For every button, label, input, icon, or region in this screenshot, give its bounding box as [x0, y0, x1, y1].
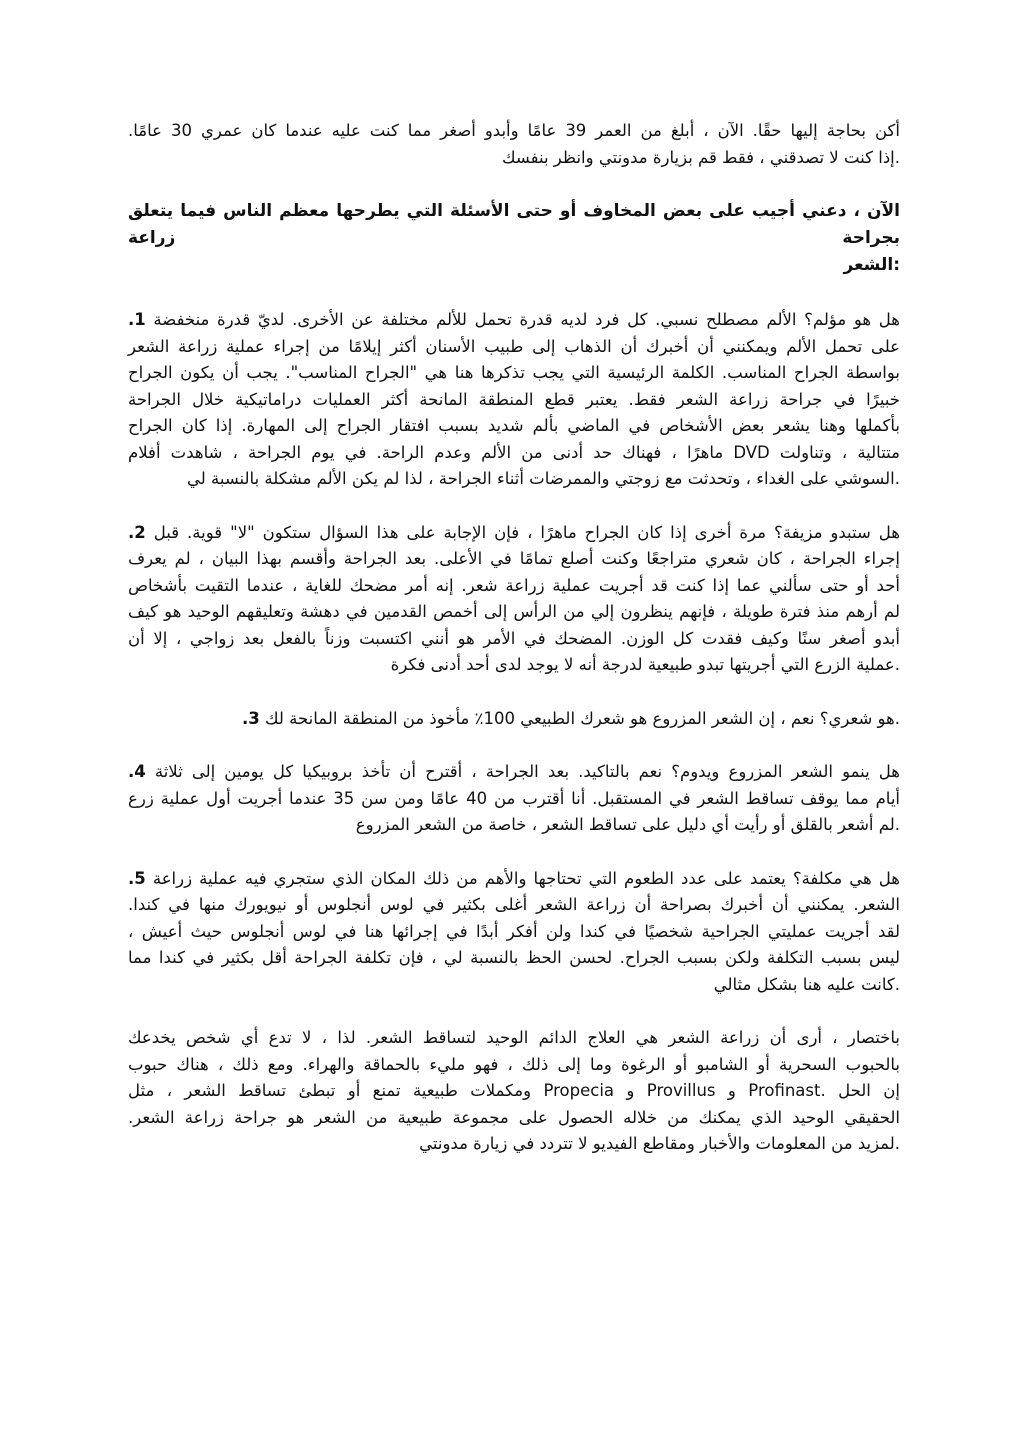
text-line: .عملية الزرع التي أجريتها تبدو طبيعية لدرجة أنه لا يوجد لدى أحد أدنى فكرة [390, 655, 900, 674]
text-line: بأكملها وهنا يشعر بعض الأشخاص في الماضي بألم شديد بسبب افتقار الجراح إلى المهارة. إذا كان الجراح [128, 416, 900, 435]
heading-line: الآن ، دعني أجيب على بعض المخاوف أو حتى الأسئلة التي يطرحها معظم الناس فيما يتعلق بجراحة زراعة [128, 201, 900, 248]
faq-item-2 [128, 520, 900, 679]
faq-item-3 [128, 706, 900, 733]
text-line [128, 520, 900, 547]
text-line: الشعر. يمكنني أن أخبرك بصراحة أن زراعة الشعر أغلى بكثير في لوس أنجلوس أو نيويورك منها في كندا. [128, 895, 900, 914]
text-line: إجراء الجراحة ، كان شعري متراجعًا وكنت أصلع تمامًا في الأعلى. بعد الجراحة وأقسم بهذا البيان ، لم يعرف [128, 549, 900, 568]
text-line: لقد أجريت عمليتي الجراحية شخصيًا في كندا ولن أفكر أبدًا في إجرائها هنا في لوس أنجلوس حيث أعيش ، [128, 921, 900, 941]
item-text: هل هو مؤلم؟ الألم مصطلح نسبي. كل فرد لديه قدرة تحمل للألم مختلفة عن الأخرى. لديّ قدرة منخفضة [153, 310, 900, 329]
section-heading [128, 198, 900, 279]
text-line: أيام مما يوقف تساقط الشعر في المستقبل. أنا أقترب من 40 عامًا ومن سن 35 عندما أجريت أول عملية زرع [128, 788, 900, 808]
item-number: 3. [241, 708, 260, 728]
item-text: هل ينمو الشعر المزروع ويدوم؟ نعم بالتاكيد. بعد الجراحة ، أقترح أن تأخذ بروبيكيا كل يومين إلى ثلاثة [154, 762, 900, 781]
heading-line: :الشعر [843, 255, 900, 275]
text-line: بالحبوب السحرية أو الشامبو أو الرغوة وما إلى ذلك ، فهو مليء بالحماقة والهراء. ومع ذلك ، هناك حبوب [128, 1054, 900, 1074]
item-number: 2. [128, 522, 146, 542]
text-line: .كانت عليه هنا بشكل مثالي [713, 974, 900, 994]
intro-paragraph [128, 118, 900, 171]
text-line [128, 759, 900, 786]
text-line [128, 706, 900, 733]
item-number: 1. [128, 310, 146, 329]
item-number: 4. [128, 762, 146, 781]
document-page [128, 118, 900, 1185]
item-number: 5. [128, 868, 146, 888]
text-line: أحد أو حتى سألني عما إذا كنت قد أجريت عملية زراعة شعر. إنه أمر مضحك للغاية ، عندما التقيت بأشخاص [128, 575, 900, 595]
text-line: .السوشي على الغداء ، وتحدثت مع زوجتي والممرضات أثناء الجراحة ، لذا لم يكن الألم مشكلة بالنسبة لي [186, 469, 900, 488]
text-line: .لم أشعر بالقلق أو رأيت أي دليل على تساقط الشعر ، خاصة من الشعر المزروع [355, 815, 900, 834]
text-line: ليس بسبب التكلفة ولكن بسبب الجراح. لحسن الحظ بالنسبة لي ، فإن تكلفة الجراحة أقل بكثير في كندا مما [128, 948, 900, 967]
text-line: أبدو أصغر سنًا وكيف فقدت كل الوزن. المضحك في الأمر هو أنني اكتسبت وزناً بالفعل بعد زواجي ، إلا أن [128, 628, 900, 648]
text-line: الحقيقي الوحيد الذي يمكنك من خلاله الحصول على مجموعة طبيعية من الشعر هو جراحة زراعة الشعر. [128, 1107, 900, 1127]
text-line: لم أرهم منذ فترة طويلة ، فإنهم ينظرون إلي من الرأس إلى أخمص القدمين في دهشة وتعليقهم الوحيد هو كيف [128, 602, 900, 621]
item-text: هل هي مكلفة؟ يعتمد على عدد الطعوم التي تحتاجها والأهم من ذلك المكان الذي ستجري فيه عملية زراعة [152, 868, 900, 888]
text-line [128, 866, 900, 893]
faq-item-5 [128, 866, 900, 999]
faq-item-1 [128, 307, 900, 493]
item-text: هل ستبدو مزيفة؟ مرة أخرى إذا كان الجراح ماهرًا ، فإن الإجابة على هذا السؤال ستكون "لا" قوية. قبل [153, 522, 900, 542]
text-line: خبيرًا في جراحة زراعة الشعر فقط. يعتبر قطع المنطقة المانحة أكثر العمليات دراماتيكية خلال الجراحة [128, 389, 900, 409]
text-line: بواسطة الجراح المناسب. الكلمة الرئيسية التي يجب تذكرها هنا هي "الجراح المناسب". يجب أن يكون الجراح [128, 363, 900, 382]
text-line: باختصار ، أرى أن زراعة الشعر هي العلاج الدائم الوحيد لتساقط الشعر. لذا ، لا تدع أي شخص يخدعك [128, 1028, 900, 1047]
text-line: أكن بحاجة إليها حقًا. الآن ، أبلغ من العمر 39 عامًا وأبدو أصغر مما كنت عليه عندما كان عمري 30 عامًا. [128, 121, 900, 140]
text-line: متتالية ، وتناولت DVD ماهرًا ، فهناك حد أدنى من الألم وعدم الراحة. في يوم الجراحة ، شاهدت أفلام [128, 442, 901, 462]
item-text: .هو شعري؟ نعم ، إن الشعر المزروع هو شعرك الطبيعي 100٪ مأخوذ من المنطقة المانحة لك [265, 708, 900, 728]
text-line: على تحمل الألم ويمكنني أن أخبرك أن الذهاب إلى طبيب الأسنان أكثر إيلامًا من إجراء عملية زراعة الشعر [128, 336, 900, 356]
text-line [128, 307, 900, 334]
faq-item-4 [128, 759, 900, 839]
text-line: إن الحل .Profinast و Provillus و Propecia ومكملات طبيعية تمنع أو تبطئ تساقط الشعر ، مثل [128, 1081, 900, 1100]
text-line: .إذا كنت لا تصدقني ، فقط قم بزيارة مدونتي وانظر بنفسك [502, 147, 900, 167]
text-line: .لمزيد من المعلومات والأخبار ومقاطع الفيديو لا تتردد في زيارة مدونتي [419, 1134, 900, 1153]
conclusion-paragraph [128, 1025, 900, 1158]
